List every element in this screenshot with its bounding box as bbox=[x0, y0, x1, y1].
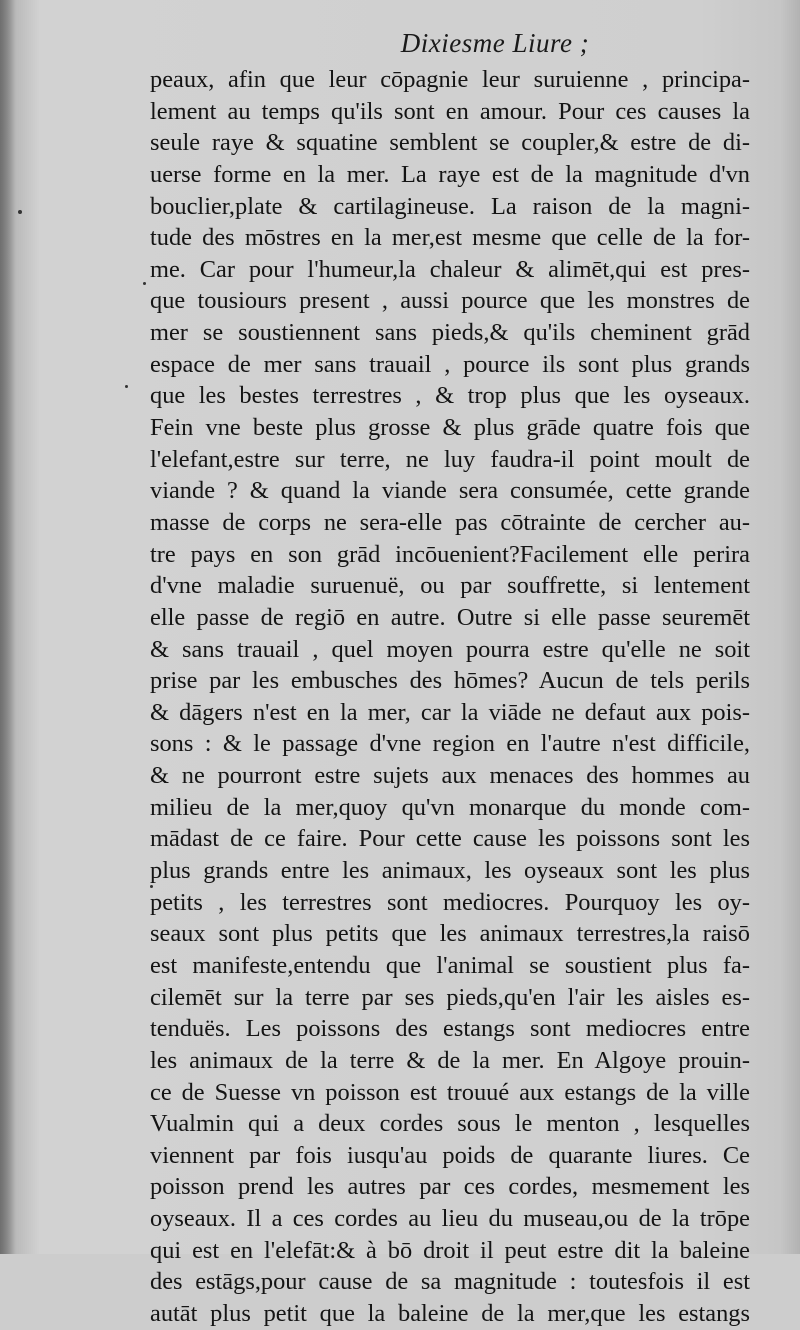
text-line: est manifeste,entendu que l'animal se soustient plus fa- bbox=[150, 951, 750, 979]
text-line: ce de Suesse vn poisson est trouué aux estangs de la ville bbox=[150, 1078, 750, 1106]
text-line: Vualmin qui a deux cordes sous le menton , lesquelles bbox=[150, 1110, 750, 1138]
body-text bbox=[150, 64, 750, 1330]
text-line: qui est en l'elefāt:& à bō droit il peut estre dit la baleine bbox=[150, 1236, 750, 1264]
text-line: oyseaux. Il a ces cordes au lieu du museau,ou de la trōpe bbox=[150, 1205, 750, 1233]
text-line: masse de corps ne sera-elle pas cōtrainte de cercher au- bbox=[150, 508, 750, 536]
binding-shadow bbox=[0, 0, 16, 1254]
text-line: viande ? & quand la viande sera consumée, cette grande bbox=[150, 477, 750, 505]
text-line: des estāgs,pour cause de sa magnitude : toutesfois il est bbox=[150, 1268, 750, 1296]
running-head-text: Dixiesme Liure ; bbox=[400, 28, 590, 58]
text-line: l'elefant,estre sur terre, ne luy faudra-il point moult de bbox=[150, 445, 750, 473]
text-line: bouclier,plate & cartilagineuse. La raison de la magni- bbox=[150, 192, 750, 220]
text-line: les animaux de la terre & de la mer. En Algoye prouin- bbox=[150, 1046, 750, 1074]
running-head bbox=[0, 28, 800, 59]
text-line: tenduës. Les poissons des estangs sont mediocres entre bbox=[150, 1015, 750, 1043]
text-line: petits , les terrestres sont mediocres. Pourquoy les oy- bbox=[150, 888, 750, 916]
text-line: seule raye & squatine semblent se coupler,& estre de di- bbox=[150, 129, 750, 157]
text-line: viennent par fois iusqu'au poids de quarante liures. Ce bbox=[150, 1141, 750, 1169]
text-line: plus grands entre les animaux, les oyseaux sont les plus bbox=[150, 857, 750, 885]
text-line: & sans trauail , quel moyen pourra estre qu'elle ne soit bbox=[150, 635, 750, 663]
text-line: d'vne maladie suruenuë, ou par souffrette, si lentement bbox=[150, 572, 750, 600]
text-line: mer se soustiennent sans pieds,& qu'ils cheminent grād bbox=[150, 319, 750, 347]
text-line: que tousiours present , aussi pource que les monstres de bbox=[150, 287, 750, 315]
text-line: prise par les embusches des hōmes? Aucun de tels perils bbox=[150, 667, 750, 695]
text-line: & ne pourront estre sujets aux menaces des hommes au bbox=[150, 762, 750, 790]
text-line: elle passe de regiō en autre. Outre si elle passe seuremēt bbox=[150, 603, 750, 631]
ink-speck bbox=[143, 282, 146, 285]
text-line: tre pays en son grād incōuenient?Facilement elle perira bbox=[150, 540, 750, 568]
text-line: sons : & le passage d'vne region en l'autre n'est difficile, bbox=[150, 730, 750, 758]
text-line: autāt plus petit que la baleine de la mer,que les estangs bbox=[150, 1299, 750, 1327]
text-line: tude des mōstres en la mer,est mesme que celle de la for- bbox=[150, 224, 750, 252]
text-line: mādast de ce faire. Pour cette cause les poissons sont les bbox=[150, 825, 750, 853]
text-line: espace de mer sans trauail , pource ils sont plus grands bbox=[150, 350, 750, 378]
text-line: poisson prend les autres par ces cordes, mesmement les bbox=[150, 1173, 750, 1201]
text-line: peaux, afin que leur cōpagnie leur suruienne , principa- bbox=[150, 66, 750, 93]
text-line: & dāgers n'est en la mer, car la viāde ne defaut aux pois- bbox=[150, 698, 750, 726]
text-line: cilemēt sur la terre par ses pieds,qu'en l'air les aisles es- bbox=[150, 983, 750, 1011]
text-line: lement au temps qu'ils sont en amour. Pour ces causes la bbox=[150, 97, 750, 125]
text-line: me. Car pour l'humeur,la chaleur & alimēt,qui est pres- bbox=[150, 255, 750, 283]
text-line: uerse forme en la mer. La raye est de la magnitude d'vn bbox=[150, 160, 750, 188]
ink-speck bbox=[125, 385, 128, 388]
ink-speck bbox=[150, 885, 153, 888]
text-line: que les bestes terrestres , & trop plus que les oyseaux. bbox=[150, 382, 750, 410]
text-line: milieu de la mer,quoy qu'vn monarque du monde com- bbox=[150, 793, 750, 821]
ink-speck bbox=[18, 210, 22, 214]
text-line: seaux sont plus petits que les animaux terrestres,la raisō bbox=[150, 920, 750, 948]
text-line: Fein vne beste plus grosse & plus grāde quatre fois que bbox=[150, 414, 750, 442]
